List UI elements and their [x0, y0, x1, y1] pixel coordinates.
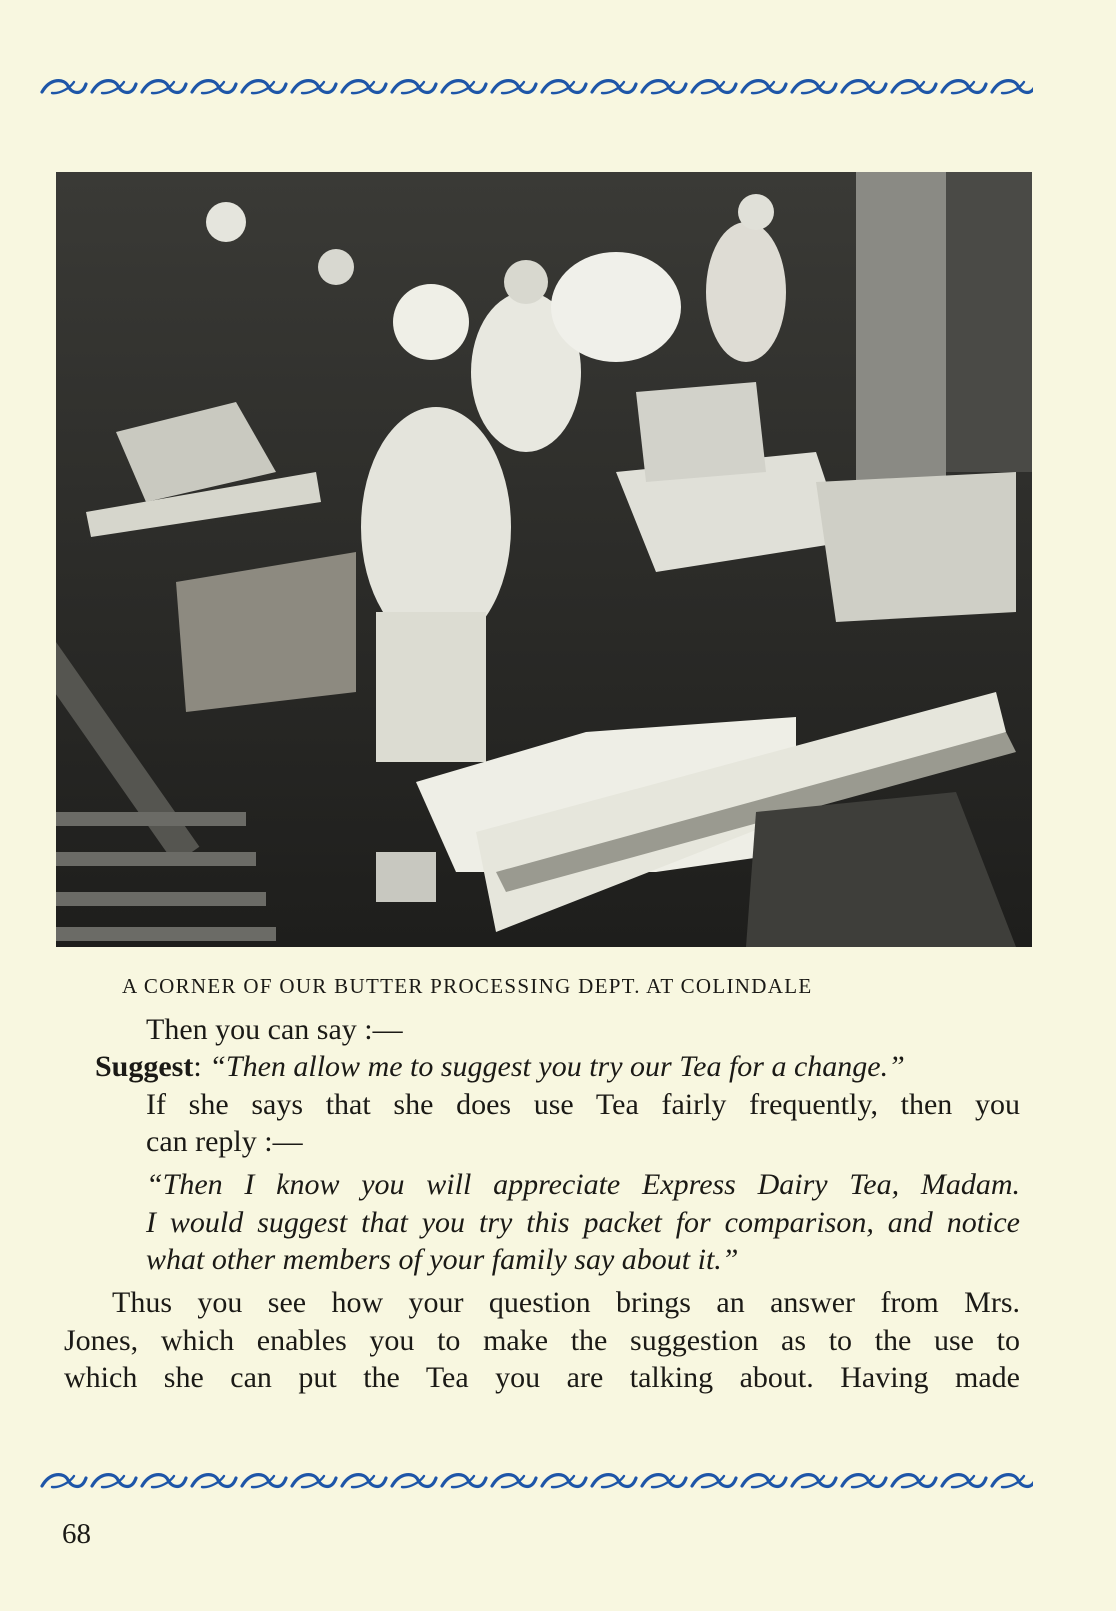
suggest-quote: “Then allow me to suggest you try our Tea for a change.”	[209, 1050, 905, 1083]
decorative-wave-border-top	[38, 72, 1033, 102]
suggest-label: Suggest	[95, 1050, 194, 1083]
body-line: Then you can say :—	[146, 1013, 403, 1046]
suggest-line	[95, 1050, 905, 1084]
quote-line: “Then I know you will appreciate Express Dairy Tea, Madam.	[146, 1168, 1020, 1201]
body-line: If she says that she does use Tea fairly frequently, then you	[146, 1088, 1020, 1121]
body-line: can reply :—	[146, 1125, 303, 1158]
quote-line: what other members of your family say about it.”	[146, 1243, 739, 1276]
photo-caption: A CORNER OF OUR BUTTER PROCESSING DEPT. AT COLINDALE	[122, 974, 813, 998]
page-number: 68	[62, 1518, 91, 1550]
factory-photo	[56, 172, 1032, 947]
quote-line: I would suggest that you try this packet for comparison, and notice	[146, 1206, 1020, 1239]
body-line: which she can put the Tea you are talking about. Having made	[64, 1361, 1020, 1394]
body-line: Thus you see how your question brings an answer from Mrs.	[112, 1286, 1020, 1319]
body-line: Jones, which enables you to make the suggestion as to the use to	[64, 1324, 1020, 1357]
decorative-wave-border-bottom	[38, 1466, 1033, 1496]
suggest-colon: :	[193, 1050, 210, 1083]
